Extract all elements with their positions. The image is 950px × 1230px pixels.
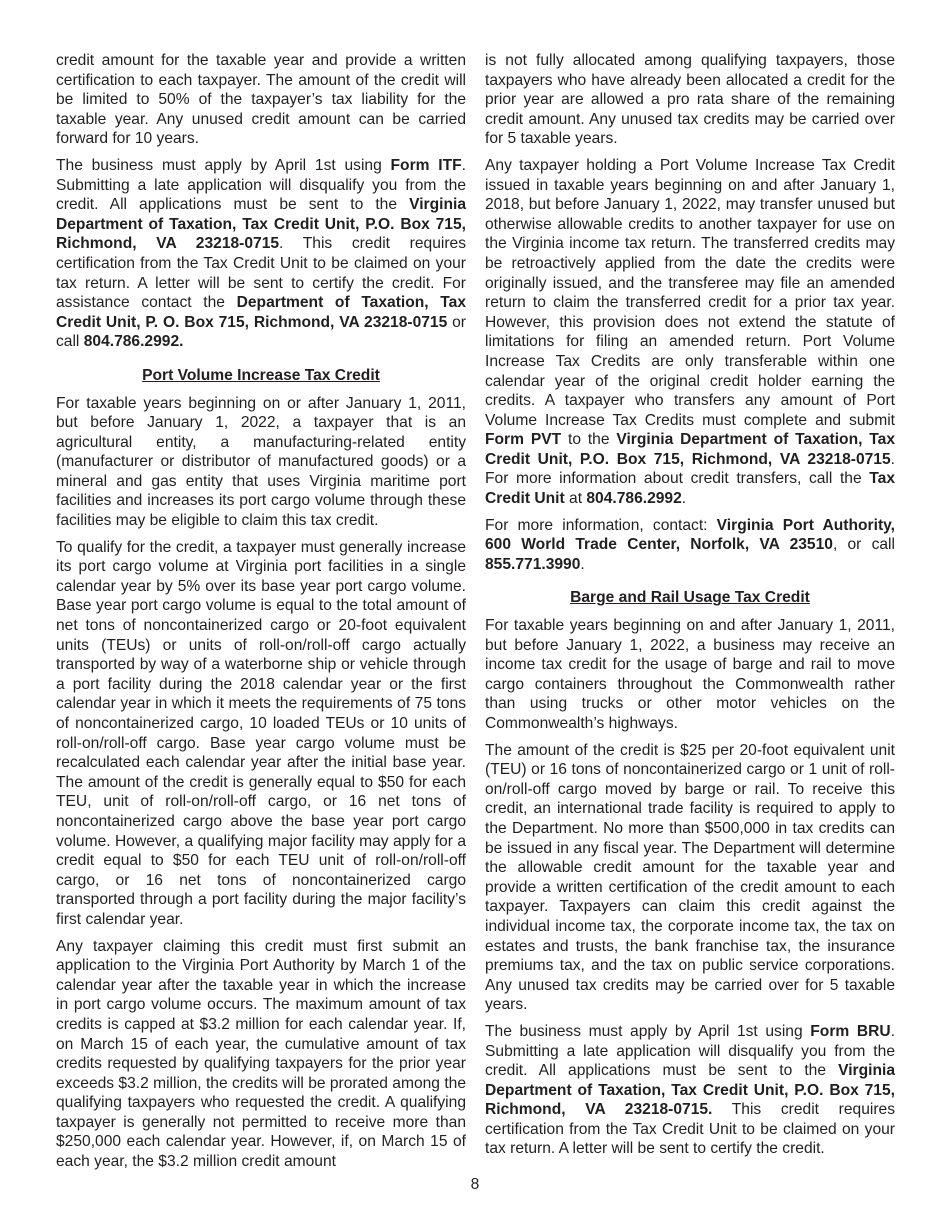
page-number: 8 [470,1176,480,1193]
paragraph [485,1022,895,1159]
paragraph: For taxable years beginning on and after January 1, 2011, but before January 1, 2022, a business may receive an income tax credit for the usage of barge and rail to move cargo containers throughout the Commonwealth rather than using trucks or other motor vehicles on the Commonwealth’s highways. [485,617,895,732]
text: or call [56,313,467,351]
paragraph: To qualify for the credit, a taxpayer must generally increase its port cargo volume at Virginia port facilities in a single calendar year by 5% over its base year port cargo volume. Base year port cargo volume is equal to the total amount of net tons of noncontainerized cargo or 20-foot equivalent units (TEUs) or units of roll-on/roll-off cargo actually transported by way of a waterborne ship or vehicle through a port facility during the 2018 calendar year or the first calendar year in which it meets the requirements of 75 tons of noncontainerized cargo, 10 loaded TEUs or 10 units of roll-on/roll-off cargo. Base year cargo volume must be recalculated each calendar year after the initial base year. The amount of the credit is generally equal to $50 for each TEU, unit of roll-on/roll-off cargo, or 16 net tons of noncontainerized cargo above the base year port cargo volume. However, a qualifying major facility may apply for a credit equal to $50 for each TEU unit of roll-on/roll-off cargo, or 16 net tons of noncontainerized cargo transported through a port facility during the major facility’s first calendar year. [56,538,466,928]
text: . [681,490,687,508]
text: . This credit requires certification from the Tax Credit Unit to be claimed on your tax return. A letter will be sent to certify the credit. For assistance contact the [56,235,466,312]
text: The business must apply by April 1st using [485,1022,811,1040]
paragraph: For taxable years beginning on or after January 1, 2011, but before January 1, 2022, a taxpayer that is an agricultural entity, a manufacturing-related entity (manufacturer or distributor of manufactured goods) or a mineral and gas entity that uses Virginia maritime port facilities and increases its port cargo volume through these facilities may be eligible to claim this tax credit. [56,394,466,530]
text: , or call [832,536,895,554]
text: at [564,490,587,508]
form-name: Form BRU [810,1022,891,1040]
form-name: Form PVT [485,431,562,449]
text: For more information, contact: [485,516,717,534]
phone-number: 804.786.2992 [586,490,682,508]
phone-number: 804.786.2992. [83,333,184,351]
paragraph: credit amount for the taxable year and provide a written certification to each taxpayer. The amount of the credit will be limited to 50% of the taxpayer’s tax liability for the taxable year. Any unused credit amount can be carried forward for 10 years. [56,52,466,148]
paragraph: The amount of the credit is $25 per 20-foot equivalent unit (TEU) or 16 tons of noncontainerized cargo or 1 unit of roll-on/roll-off cargo moved by barge or rail. To receive this credit, an international trade facility is required to apply to the Department. No more than $500,000 in tax credits can be issued in any fiscal year. The Department will determine the allowable credit amount for the taxable year and provide a written certification of the credit amount to each taxpayer. Taxpayers can claim this credit against the individual income tax, the corporate income tax, the tax on estates and trusts, the bank franchise tax, the insurance premiums tax, and the tax on public service corporations. Any unused tax credits may be carried over for 5 taxable years. [485,741,895,1014]
text: to the [561,431,617,449]
paragraph [485,516,895,575]
left-column [56,51,466,1179]
text: This credit requires certification from the Tax Credit Unit to be claimed on your tax return. A letter will be sent to certify the credit. [485,1101,895,1158]
text: The business must apply by April 1st using [56,156,391,174]
mailing-address: Virginia Department of Taxation, Tax Credit Unit, P.O. Box 715, Richmond, VA 23218-0715 [485,431,895,468]
mailing-address: Virginia Department of Taxation, Tax Credit Unit, P.O. Box 715, Richmond, VA 23218-0715. [485,1062,895,1119]
text: . [580,555,585,573]
text: . For more information about credit transfers, call the [485,450,895,488]
paragraph [485,156,895,509]
mailing-address: Department of Taxation, Tax Credit Unit, P. O. Box 715, Richmond, VA 23218-0715 [56,294,466,331]
section-heading: Barge and Rail Usage Tax Credit [570,589,810,607]
section-heading: Port Volume Increase Tax Credit [142,366,380,384]
text: . Submitting a late application will disqualify you from the credit. All applications must be sent to the [56,156,467,214]
text: Any taxpayer holding a Port Volume Increase Tax Credit issued in taxable years beginning on and after January 1, 2018, but before January 1, 2022, may transfer unused but otherwise allowable credits to another taxpayer for use on the Virginia income tax return. The transferred credits may be retroactively applied from the date the credits were originally issued, and the transferee may file an amended return to claim the transferred credit for a prior tax year. However, this provision does not extend the statute of limitations for filing an amended return. Port Volume Increase Tax Credits are only transferable within one calendar year of the original credit holder earning the credits. A taxpayer who transfers any amount of Port Volume Increase Tax Credits must complete and submit [485,156,895,429]
right-column [485,51,895,1166]
text: . Submitting a late application will disqualify you from the credit. All applications must be sent to the [485,1022,896,1080]
paragraph: Any taxpayer claiming this credit must first submit an application to the Virginia Port Authority by March 1 of the calendar year after the taxable year in which the increase in port cargo volume occurs. The maximum amount of tax credits is capped at $3.2 million for each calendar year. If, on March 15 of each year, the cumulative amount of tax credits requested by qualifying taxpayers for the prior year exceeds $3.2 million, the credits will be prorated among the qualifying taxpayers who requested the credit. A qualifying taxpayer is generally not permitted to receive more than $250,000 each calendar year. However, if, on March 15 of each year, the $3.2 million credit amount [56,937,466,1171]
mailing-address: Virginia Department of Taxation, Tax Credit Unit, P.O. Box 715, Richmond, VA 23218-0715 [56,196,466,253]
form-name: Form ITF [390,156,462,174]
organization-address: Virginia Port Authority, 600 World Trade Center, Norfolk, VA 23510 [485,516,895,554]
phone-number: 855.771.3990 [485,555,581,573]
unit-name: Tax Credit Unit [485,470,895,508]
paragraph: is not fully allocated among qualifying taxpayers, those taxpayers who have already been allocated a credit for the prior year are allowed a pro rata share of the remaining credit amount. Any unused tax credits may be carried over for 5 taxable years. [485,52,895,148]
paragraph [56,156,466,352]
